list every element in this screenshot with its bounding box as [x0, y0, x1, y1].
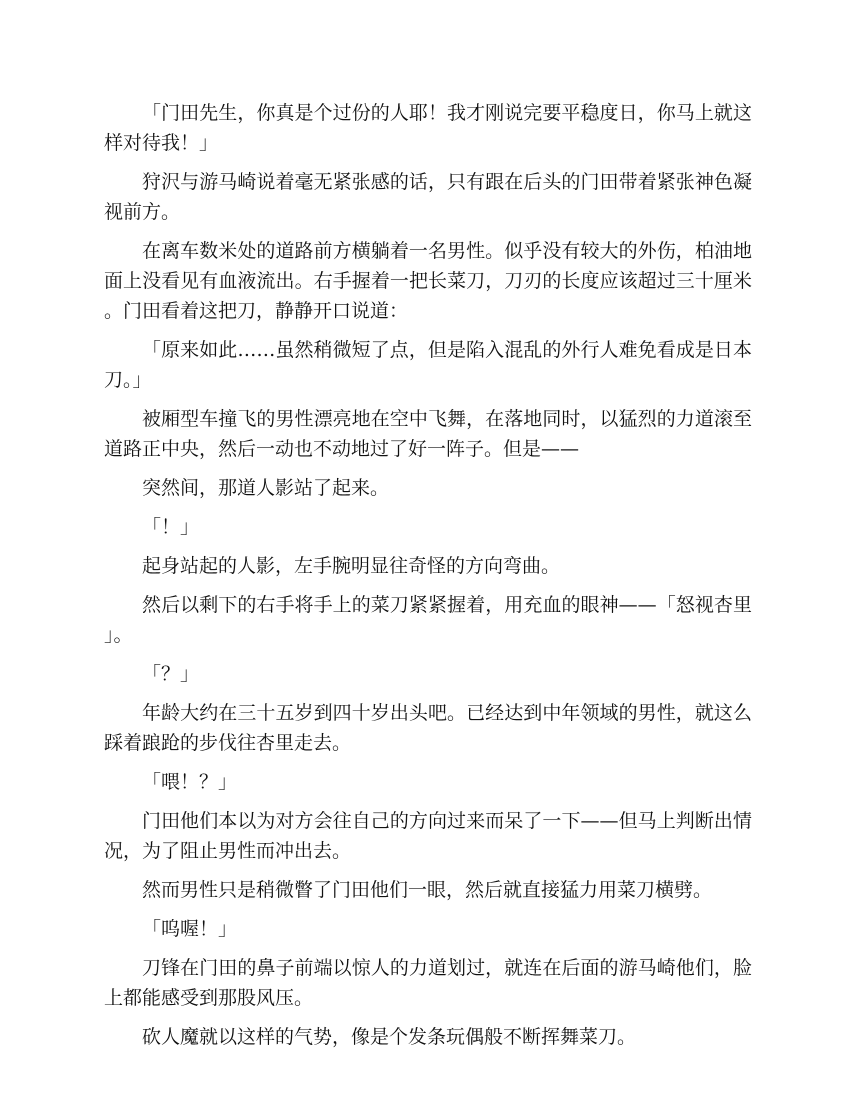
paragraph: 「门田先生，你真是个过份的人耶！我才刚说完要平稳度日，你马上就这样对待我！」	[104, 102, 752, 154]
paragraph: 年龄大约在三十五岁到四十岁出头吧。已经达到中年领域的男性，就这么踩着踉跄的步伐往杏里走去。	[104, 702, 752, 754]
paragraph: 砍人魔就以这样的气势，像是个发条玩偶般不断挥舞菜刀。	[142, 1026, 637, 1048]
paragraph: 突然间，那道人影站了起来。	[142, 477, 390, 499]
paragraph: 然而男性只是稍微瞥了门田他们一眼，然后就直接猛力用菜刀横劈。	[142, 879, 713, 901]
paragraph: 起身站起的人影，左手腕明显往奇怪的方向弯曲。	[142, 555, 561, 577]
paragraph: 然后以剩下的右手将手上的菜刀紧紧握着，用充血的眼神——「怒视杏里」。	[104, 594, 752, 646]
paragraph: 刀锋在门田的鼻子前端以惊人的力道划过，就连在后面的游马崎他们，脸上都能感受到那股风压。	[104, 957, 752, 1009]
paragraph: 「！」	[142, 516, 200, 538]
body-text	[104, 98, 752, 1061]
paragraph: 在离车数米处的道路前方横躺着一名男性。似乎没有较大的外伤，柏油地面上没看见有血液流出。右手握着一把长菜刀，刀刃的长度应该超过三十厘米。门田看着这把刀，静静开口说道：	[104, 240, 752, 322]
paragraph: 「喂！？」	[142, 771, 238, 793]
paragraph: 门田他们本以为对方会往自己的方向过来而呆了一下——但马上判断出情况，为了阻止男性而冲出去。	[104, 810, 752, 862]
paragraph: 「？」	[142, 663, 200, 685]
paragraph: 「原来如此……虽然稍微短了点，但是陷入混乱的外行人难免看成是日本刀。」	[104, 339, 752, 391]
paragraph: 「呜喔！」	[142, 918, 238, 940]
paragraph: 狩沢与游马崎说着毫无紧张感的话，只有跟在后头的门田带着紧张神色凝视前方。	[104, 171, 752, 223]
paragraph: 被厢型车撞飞的男性漂亮地在空中飞舞，在落地同时，以猛烈的力道滚至道路正中央，然后一动也不动地过了好一阵子。但是——	[104, 408, 752, 460]
